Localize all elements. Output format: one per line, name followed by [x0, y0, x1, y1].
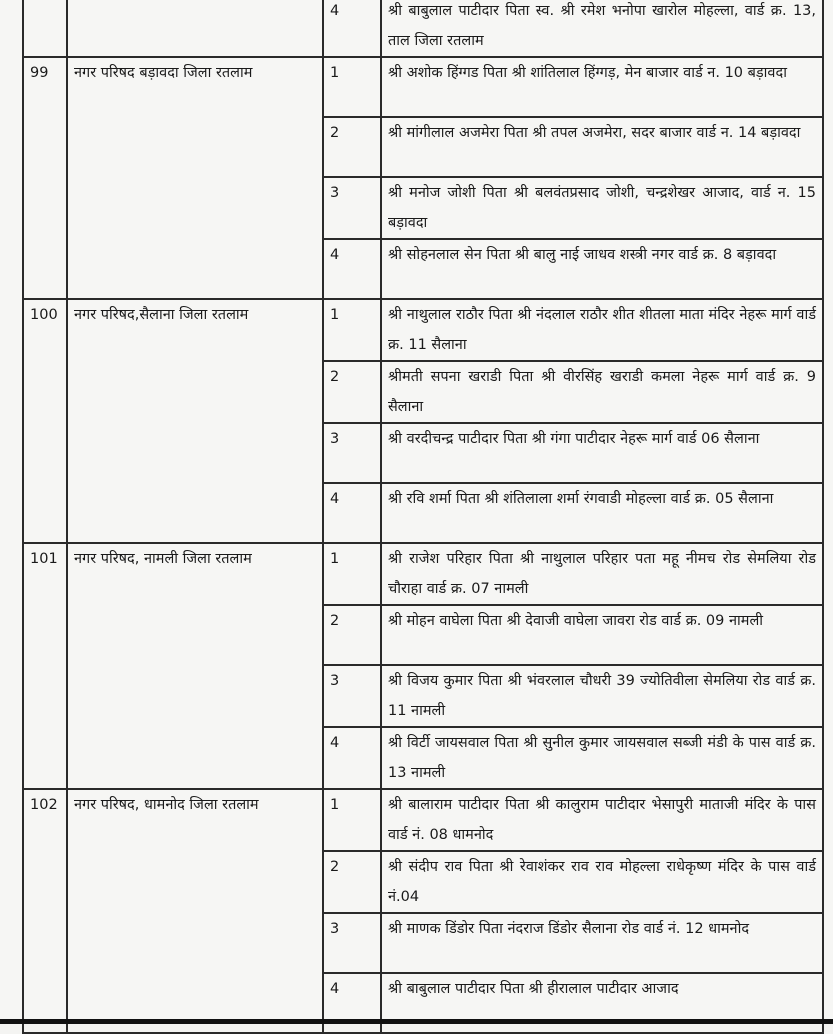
member-index-cell: 3 [323, 665, 381, 727]
member-name-address-cell: श्री मोहन वाघेला पिता श्री देवाजी वाघेला जावरा रोड वार्ड क्र. 09 नामली [381, 605, 823, 665]
member-name-address-cell: श्रीमती सपना खराडी पिता श्री वीरसिंह खराडी कमला नेहरू मार्ग वार्ड क्र. 9 सैलाना [381, 361, 823, 423]
municipal-body-cell [67, 0, 323, 57]
member-index-cell: 4 [323, 483, 381, 543]
table-row [23, 0, 823, 57]
municipal-body-cell: नगर परिषद बड़ावदा जिला रतलाम [67, 57, 323, 299]
member-index-cell: 3 [323, 913, 381, 973]
serial-number-cell: 99 [23, 57, 67, 299]
member-index-cell: 3 [323, 177, 381, 239]
member-index-cell: 2 [323, 117, 381, 177]
member-index-cell: 4 [323, 239, 381, 299]
serial-number-cell [23, 0, 67, 57]
member-index-cell: 2 [323, 851, 381, 913]
municipal-body-cell: नगर परिषद,सैलाना जिला रतलाम [67, 299, 323, 543]
table-row [23, 789, 823, 851]
member-index-cell: 4 [323, 0, 381, 57]
member-name-address-cell: श्री मांगीलाल अजमेरा पिता श्री तपल अजमेरा, सदर बाजार वार्ड न. 14 बड़ावदा [381, 117, 823, 177]
member-name-address-cell: श्री मनोज जोशी पिता श्री बलवंतप्रसाद जोशी, चन्द्रशेखर आजाद, वार्ड न. 15 बड़ावदा [381, 177, 823, 239]
member-index-cell: 2 [323, 361, 381, 423]
table-row [23, 299, 823, 361]
municipal-body-cell: नगर परिषद, नामली जिला रतलाम [67, 543, 323, 789]
serial-number-cell: 102 [23, 789, 67, 1033]
member-name-address-cell: श्री बालाराम पाटीदार पिता श्री कालुराम पाटीदार भेसापुरी माताजी मंदिर के पास वार्ड नं. 08 धामनोद [381, 789, 823, 851]
member-name-address-cell: श्री संदीप राव पिता श्री रेवाशंकर राव राव मोहल्ला राधेकृष्ण मंदिर के पास वार्ड नं.04 [381, 851, 823, 913]
member-index-cell: 2 [323, 605, 381, 665]
member-index-cell: 4 [323, 727, 381, 789]
member-name-address-cell: श्री राजेश परिहार पिता श्री नाथुलाल परिहार पता महू नीमच रोड सेमलिया रोड चौराहा वार्ड क्र. 07 नामली [381, 543, 823, 605]
member-name-address-cell: श्री वरदीचन्द्र पाटीदार पिता श्री गंगा पाटीदार नेहरू मार्ग वार्ड 06 सैलाना [381, 423, 823, 483]
nominated-members-table [22, 0, 824, 1034]
bottom-edge-rule [0, 1019, 833, 1024]
member-index-cell: 1 [323, 789, 381, 851]
member-name-address-cell: श्री नाथुलाल राठौर पिता श्री नंदलाल राठौर शीत शीतला माता मंदिर नेहरू मार्ग वार्ड क्र. 11 सैलाना [381, 299, 823, 361]
serial-number-cell: 100 [23, 299, 67, 543]
member-index-cell: 3 [323, 423, 381, 483]
member-name-address-cell: श्री माणक डिंडोर पिता नंदराज डिंडोर सैलाना रोड वार्ड नं. 12 धामनोद [381, 913, 823, 973]
member-name-address-cell: श्री रवि शर्मा पिता श्री शंतिलाला शर्मा रंगवाडी मोहल्ला वार्ड क्र. 05 सैलाना [381, 483, 823, 543]
serial-number-cell: 101 [23, 543, 67, 789]
member-index-cell: 1 [323, 57, 381, 117]
member-name-address-cell: श्री बाबुलाल पाटीदार पिता श्री हीरालाल पाटीदार आजाद [381, 973, 823, 1033]
table-body [23, 0, 823, 1033]
member-name-address-cell: श्री सोहनलाल सेन पिता श्री बालु नाई जाधव शस्त्री नगर वार्ड क्र. 8 बड़ावदा [381, 239, 823, 299]
table-row [23, 57, 823, 117]
member-name-address-cell: श्री विर्टी जायसवाल पिता श्री सुनील कुमार जायसवाल सब्जी मंडी के पास वार्ड क्र. 13 नामली [381, 727, 823, 789]
member-name-address-cell: श्री विजय कुमार पिता श्री भंवरलाल चौधरी 39 ज्योतिवीला सेमलिया रोड वार्ड क्र. 11 नामली [381, 665, 823, 727]
member-index-cell: 1 [323, 543, 381, 605]
member-index-cell: 1 [323, 299, 381, 361]
municipal-body-cell: नगर परिषद, धामनोद जिला रतलाम [67, 789, 323, 1033]
member-name-address-cell: श्री अशोक हिंग्गड पिता श्री शांतिलाल हिंग्गड़, मेन बाजार वार्ड न. 10 बड़ावदा [381, 57, 823, 117]
table-row [23, 543, 823, 605]
member-name-address-cell: श्री बाबुलाल पाटीदार पिता स्व. श्री रमेश भनोपा खारोल मोहल्ला, वार्ड क्र. 13, ताल जिला रतलाम [381, 0, 823, 57]
member-index-cell: 4 [323, 973, 381, 1033]
